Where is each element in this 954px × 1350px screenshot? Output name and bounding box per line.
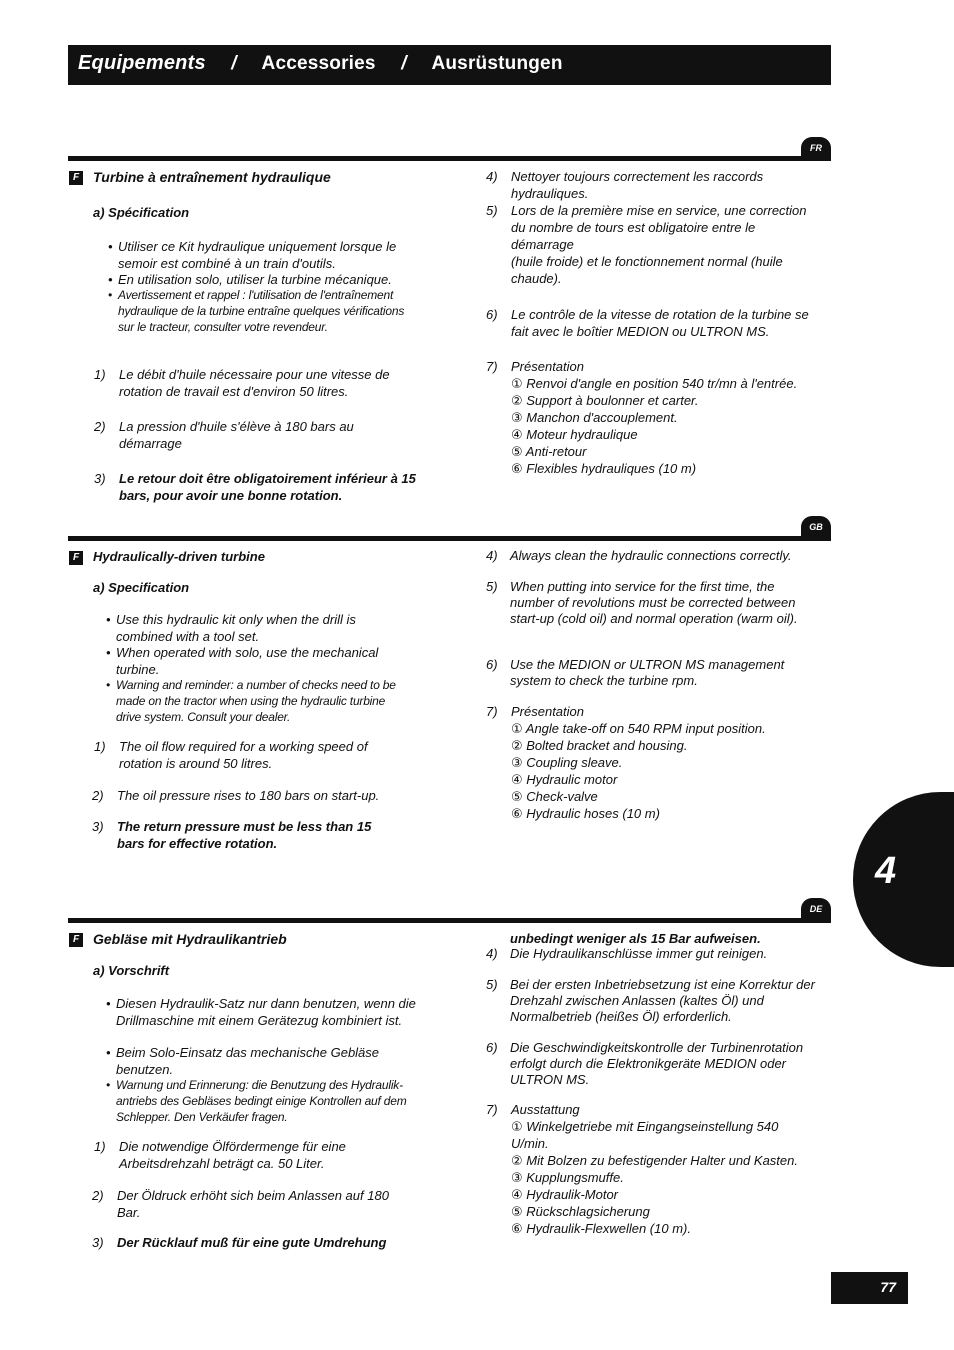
part-item: ⑤ Anti-retour <box>511 444 587 459</box>
list-item: 4) Die Hydraulikanschlüsse immer gut reinigen. <box>486 946 768 961</box>
header-title <box>78 52 563 75</box>
lang-tab-fr: FR <box>801 137 831 159</box>
bullet-item: • En utilisation solo, utiliser la turbine mécanique. <box>108 272 392 287</box>
bullet-item: • Utiliser ce Kit hydraulique uniquement lorsque le semoir est combiné à un train d'outils. <box>108 239 397 271</box>
list-item: 1) The oil flow required for a working speed of rotation is around 50 litres. <box>94 739 368 771</box>
subsection-title-fr: a) Spécification <box>93 205 190 220</box>
section-rule-fr <box>68 156 831 161</box>
marker-badge: F <box>69 933 83 947</box>
section-rule-gb <box>68 536 831 541</box>
page-number: 77 <box>880 1279 896 1295</box>
list-item: 2) The oil pressure rises to 180 bars on start-up. <box>92 788 380 803</box>
continued-text: unbedingt weniger als 15 Bar aufweisen. <box>510 931 761 946</box>
list-item: 6) Use the MEDION or ULTRON MS management system to check the turbine rpm. <box>486 657 785 688</box>
parts-list: 7) Présentation ① Angle take-off on 540 RPM input position. ② Bolted bracket and housing. ③ Coupling sleave. ④ Hydraulic motor ⑤ Check-valve ⑥ Hydraulic hoses (10 m) <box>486 703 826 822</box>
part-item: ② Support à boulonner et carter. <box>511 393 699 408</box>
marker-badge: F <box>69 171 83 185</box>
part-item: ⑤ Check-valve <box>511 789 598 804</box>
part-item: ④ Hydraulik-Motor <box>511 1187 619 1202</box>
part-item: ⑥ Flexibles hydrauliques (10 m) <box>511 461 697 476</box>
parts-list: 7) Présentation ① Renvoi d'angle en position 540 tr/mn à l'entrée. ② Support à boulonner et carter. ③ Manchon d'accouplement. ④ Moteur hydraulique ⑤ Anti-retour ⑥ Flexibles hydrauliques (10 m) <box>486 358 826 477</box>
lang-tab-gb: GB <box>801 516 831 538</box>
part-item: ④ Hydraulic motor <box>511 772 618 787</box>
bullet-item: • Use this hydraulic kit only when the drill is combined with a tool set. <box>106 612 356 644</box>
part-item: ③ Manchon d'accouplement. <box>511 410 678 425</box>
part-item: ④ Moteur hydraulique <box>511 427 638 442</box>
list-item: 4) Always clean the hydraulic connections correctly. <box>486 548 792 563</box>
section-title-fr: Turbine à entraînement hydraulique <box>93 169 331 185</box>
bullet-item: • Beim Solo-Einsatz das mechanische Gebläse benutzen. <box>106 1045 380 1077</box>
subsection-title-gb: a) Specification <box>93 580 190 595</box>
list-item: 2) La pression d'huile s'élève à 180 bars au démarrage <box>94 419 354 451</box>
list-item: 5) When putting into service for the first time, the number of revolutions must be corrected between start-up (cold oil) and normal operation (warm oil). <box>486 579 798 626</box>
part-item: ③ Kupplungsmuffe. <box>511 1170 624 1185</box>
list-item: 3) Le retour doit être obligatoirement inférieur à 15 bars, pour avoir une bonne rotation. <box>94 471 416 503</box>
list-item: 2) Der Öldruck erhöht sich beim Anlassen auf 180 Bar. <box>92 1188 389 1220</box>
list-item: 5) Lors de la première mise en service, une correction du nombre de tours est obligatoire entre le démarrage (huile froide) et le fonctionnement normal (huile chaude). <box>486 203 807 286</box>
chapter-tab <box>853 792 954 967</box>
list-item: 6) Die Geschwindigkeitskontrolle der Turbinenrotation erfolgt durch die Elektronikgeräte MEDION oder ULTRON MS. <box>486 1040 804 1087</box>
bullet-item: • Diesen Hydraulik-Satz nur dann benutzen, wenn die Drillmaschine mit einem Gerätezug kombiniert ist. <box>106 996 416 1028</box>
part-item: ⑤ Rückschlagsicherung <box>511 1204 650 1219</box>
page-number-box <box>831 1272 908 1304</box>
header-separator: / <box>401 53 407 74</box>
header-title-equipements: Equipements <box>78 52 206 74</box>
bullet-item: • Avertissement et rappel : l'utilisation de l'entraînement hydraulique de la turbine entraîne quelques vérifications sur le tracteur, consulter votre revendeur. <box>108 288 405 334</box>
chapter-number: 4 <box>875 850 897 892</box>
part-item: ① Winkelgetriebe mit Eingangseinstellung 540 U/min. <box>511 1119 779 1151</box>
lang-tab-de: DE <box>801 898 831 920</box>
list-item: 5) Bei der ersten Inbetriebsetzung ist eine Korrektur der Drehzahl zwischen Anlassen (kaltes Öl) und Normalbetrieb (heißes Öl) erforderlich. <box>486 977 815 1024</box>
bullet-item: • Warning and reminder: a number of checks need to be made on the tractor when using the hydraulic turbine drive system. Consult your dealer. <box>106 678 396 724</box>
subsection-title-de: a) Vorschrift <box>93 963 170 978</box>
section-title-de: Gebläse mit Hydraulikantrieb <box>93 931 287 947</box>
header-separator: / <box>231 53 237 74</box>
section-title-gb: Hydraulically-driven turbine <box>93 549 265 564</box>
list-item: 3) Der Rücklauf muß für eine gute Umdrehung <box>92 1235 387 1250</box>
header-title-ausruestungen: Ausrüstungen <box>431 53 563 74</box>
section-rule-de <box>68 918 831 923</box>
part-item: ① Angle take-off on 540 RPM input position. <box>511 721 766 736</box>
list-item: 1) Le débit d'huile nécessaire pour une vitesse de rotation de travail est d'environ 50 litres. <box>94 367 390 399</box>
list-item: 3) The return pressure must be less than 15 bars for effective rotation. <box>92 819 372 851</box>
bullet-item: • When operated with solo, use the mechanical turbine. <box>106 645 379 677</box>
part-item: ⑥ Hydraulik-Flexwellen (10 m). <box>511 1221 691 1236</box>
list-item: 4) Nettoyer toujours correctement les raccords hydrauliques. <box>486 169 764 201</box>
list-item: 1) Die notwendige Ölfördermenge für eine Arbeitsdrehzahl beträgt ca. 50 Liter. <box>94 1139 346 1171</box>
header-title-accessories: Accessories <box>261 53 376 74</box>
list-item: 6) Le contrôle de la vitesse de rotation de la turbine se fait avec le boîtier MEDION ou ULTRON MS. <box>486 307 809 339</box>
parts-list: 7) Ausstattung ① Winkelgetriebe mit Eingangseinstellung 540 U/min. ② Mit Bolzen zu befestigender Halter und Kasten. ③ Kupplungsmuffe. ④ Hydraulik-Motor ⑤ Rückschlagsicherung ⑥ Hydraulik-Flexwellen (10 m). <box>486 1101 816 1237</box>
part-item: ⑥ Hydraulic hoses (10 m) <box>511 806 660 821</box>
part-item: ③ Coupling sleave. <box>511 755 623 770</box>
part-item: ② Bolted bracket and housing. <box>511 738 688 753</box>
bullet-item: • Warnung und Erinnerung: die Benutzung des Hydraulik- antriebs des Gebläses bedingt einige Kontrollen auf dem Schlepper. Den Verkäufer fragen. <box>106 1078 407 1124</box>
part-item: ① Renvoi d'angle en position 540 tr/mn à l'entrée. <box>511 376 798 391</box>
header-bar <box>68 45 831 85</box>
part-item: ② Mit Bolzen zu befestigender Halter und Kasten. <box>511 1153 798 1168</box>
marker-badge: F <box>69 551 83 565</box>
